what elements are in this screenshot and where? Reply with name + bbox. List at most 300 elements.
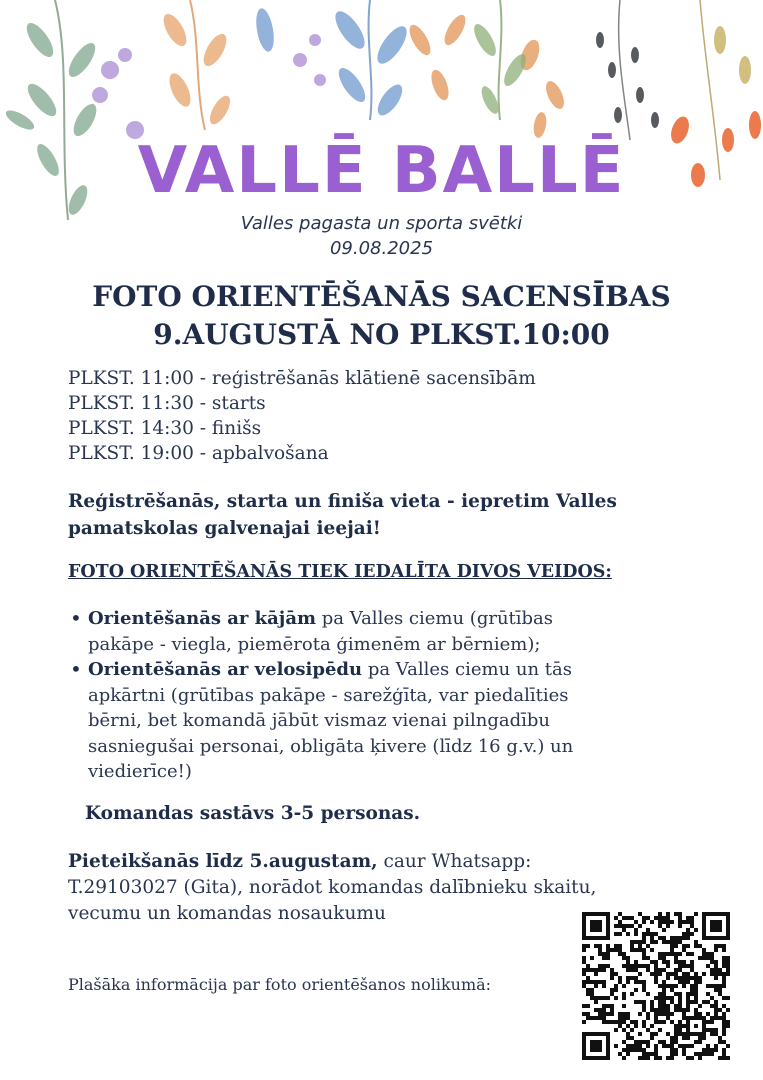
qr-module — [626, 1036, 630, 1040]
qr-module — [722, 1028, 726, 1032]
qr-module — [662, 988, 666, 992]
qr-module — [690, 964, 694, 968]
qr-module — [642, 956, 646, 960]
qr-align — [694, 1024, 698, 1028]
qr-module — [670, 952, 674, 956]
qr-module — [686, 996, 690, 1000]
qr-module — [662, 936, 666, 940]
qr-module — [618, 1012, 622, 1016]
qr-module — [682, 936, 686, 940]
qr-module — [674, 956, 678, 960]
qr-module — [666, 972, 670, 976]
qr-module — [594, 1016, 598, 1020]
qr-module — [622, 1048, 626, 1052]
item-text: viedierīce!) — [88, 761, 192, 782]
qr-module — [658, 912, 662, 916]
qr-module — [726, 964, 730, 968]
qr-module — [646, 1056, 650, 1060]
qr-module — [726, 1024, 730, 1028]
qr-module — [642, 932, 646, 936]
qr-module — [666, 976, 670, 980]
qr-module — [594, 1008, 598, 1012]
qr-module — [698, 956, 702, 960]
qr-code[interactable] — [582, 912, 730, 1060]
qr-module — [674, 976, 678, 980]
qr-module — [582, 1012, 586, 1016]
qr-module — [678, 1032, 682, 1036]
qr-module — [678, 968, 682, 972]
qr-module — [650, 960, 654, 964]
schedule-item: PLKST. 11:00 - reģistrēšanās klātienē sacensībām — [68, 368, 536, 389]
qr-module — [590, 968, 594, 972]
location-line: Reģistrēšanās, starta un finiša vieta - iepretim Valles — [68, 491, 617, 512]
qr-module — [710, 1032, 714, 1036]
qr-module — [710, 1048, 714, 1052]
qr-module — [670, 940, 674, 944]
qr-module — [670, 1040, 674, 1044]
qr-module — [626, 960, 630, 964]
qr-module — [690, 976, 694, 980]
qr-module — [714, 1048, 718, 1052]
qr-module — [618, 980, 622, 984]
qr-module — [638, 1040, 642, 1044]
qr-module — [646, 1052, 650, 1056]
qr-module — [690, 920, 694, 924]
qr-module — [674, 944, 678, 948]
qr-module — [642, 1004, 646, 1008]
types-heading: FOTO ORIENTĒŠANĀS TIEK IEDALĪTA DIVOS VEIDOS: — [68, 562, 612, 582]
qr-module — [582, 948, 586, 952]
qr-module — [666, 1008, 670, 1012]
qr-module — [706, 1044, 710, 1048]
qr-module — [586, 976, 590, 980]
qr-module — [674, 1040, 678, 1044]
qr-module — [610, 948, 614, 952]
qr-module — [714, 968, 718, 972]
qr-module — [646, 1012, 650, 1016]
qr-module — [650, 1004, 654, 1008]
qr-module — [658, 1056, 662, 1060]
qr-module — [666, 984, 670, 988]
qr-finder — [590, 1040, 602, 1052]
qr-module — [642, 1020, 646, 1024]
qr-module — [626, 1016, 630, 1020]
qr-module — [606, 996, 610, 1000]
qr-module — [598, 996, 602, 1000]
qr-module — [658, 952, 662, 956]
location-note — [68, 488, 708, 542]
qr-module — [706, 1028, 710, 1032]
qr-module — [582, 972, 586, 976]
qr-module — [618, 952, 622, 956]
qr-module — [678, 976, 682, 980]
qr-module — [594, 944, 598, 948]
item-title: Orientēšanās ar kājām — [88, 608, 317, 629]
location-line: pamatskolas galvenajai ieejai! — [68, 518, 381, 539]
qr-module — [682, 960, 686, 964]
qr-module — [722, 1032, 726, 1036]
qr-module — [694, 980, 698, 984]
qr-module — [654, 1012, 658, 1016]
qr-module — [666, 1032, 670, 1036]
qr-finder — [590, 920, 602, 932]
qr-module — [678, 1020, 682, 1024]
qr-module — [638, 1048, 642, 1052]
item-text: pa Valles ciemu (grūtības — [316, 608, 554, 629]
qr-module — [714, 1004, 718, 1008]
qr-module — [686, 980, 690, 984]
qr-module — [654, 980, 658, 984]
qr-module — [682, 932, 686, 936]
qr-module — [658, 968, 662, 972]
qr-module — [714, 964, 718, 968]
qr-module — [694, 944, 698, 948]
qr-module — [650, 932, 654, 936]
qr-module — [626, 1032, 630, 1036]
qr-module — [594, 1000, 598, 1004]
qr-module — [662, 956, 666, 960]
qr-module — [586, 968, 590, 972]
qr-module — [694, 1012, 698, 1016]
qr-module — [642, 1048, 646, 1052]
qr-module — [722, 956, 726, 960]
qr-module — [706, 1020, 710, 1024]
qr-module — [666, 916, 670, 920]
qr-module — [714, 1016, 718, 1020]
qr-module — [666, 1044, 670, 1048]
qr-module — [714, 1032, 718, 1036]
qr-module — [638, 940, 642, 944]
qr-module — [654, 1044, 658, 1048]
qr-module — [714, 988, 718, 992]
qr-module — [710, 956, 714, 960]
qr-module — [658, 1040, 662, 1044]
item-text: sasniegušai personai, obligāta ķivere (līdz 16 g.v.) un — [88, 735, 574, 757]
qr-module — [662, 920, 666, 924]
qr-module — [634, 988, 638, 992]
qr-module — [622, 928, 626, 932]
qr-module — [622, 1012, 626, 1016]
qr-module — [710, 996, 714, 1000]
qr-module — [718, 984, 722, 988]
qr-module — [622, 1020, 626, 1024]
qr-module — [658, 920, 662, 924]
qr-module — [694, 996, 698, 1000]
qr-module — [650, 1032, 654, 1036]
apply-text: vecumu un komandas nosaukumu — [68, 903, 386, 924]
qr-module — [642, 1056, 646, 1060]
qr-module — [646, 944, 650, 948]
qr-module — [690, 1056, 694, 1060]
qr-module — [678, 936, 682, 940]
qr-module — [722, 976, 726, 980]
item-text: pa Valles ciemu un tās — [362, 659, 572, 680]
qr-module — [634, 1048, 638, 1052]
qr-module — [726, 1020, 730, 1024]
qr-module — [670, 1048, 674, 1052]
qr-module — [726, 1044, 730, 1048]
qr-module — [698, 944, 702, 948]
qr-module — [694, 1052, 698, 1056]
qr-module — [710, 1004, 714, 1008]
qr-module — [658, 1012, 662, 1016]
qr-module — [658, 916, 662, 920]
qr-module — [714, 944, 718, 948]
qr-module — [654, 968, 658, 972]
qr-module — [654, 1020, 658, 1024]
qr-module — [658, 996, 662, 1000]
qr-module — [654, 1032, 658, 1036]
qr-module — [686, 1036, 690, 1040]
schedule-list — [68, 366, 536, 466]
qr-module — [670, 1020, 674, 1024]
qr-module — [602, 984, 606, 988]
qr-module — [654, 1052, 658, 1056]
qr-module — [642, 988, 646, 992]
qr-module — [706, 1052, 710, 1056]
qr-module — [702, 1036, 706, 1040]
qr-module — [686, 972, 690, 976]
qr-module — [626, 1048, 630, 1052]
qr-module — [666, 1016, 670, 1020]
qr-module — [674, 952, 678, 956]
qr-module — [670, 1012, 674, 1016]
qr-module — [618, 944, 622, 948]
qr-module — [658, 984, 662, 988]
qr-module — [654, 940, 658, 944]
qr-module — [646, 928, 650, 932]
qr-module — [662, 1020, 666, 1024]
qr-module — [690, 1000, 694, 1004]
qr-module — [626, 916, 630, 920]
qr-module — [722, 1020, 726, 1024]
qr-module — [670, 988, 674, 992]
qr-module — [650, 972, 654, 976]
qr-module — [642, 1024, 646, 1028]
qr-module — [710, 1052, 714, 1056]
qr-module — [690, 968, 694, 972]
qr-module — [670, 920, 674, 924]
apply-text: T.29103027 (Gita), norādot komandas dalībnieku skaitu, — [68, 877, 597, 898]
qr-module — [678, 1004, 682, 1008]
qr-module — [634, 1020, 638, 1024]
qr-module — [698, 1040, 702, 1044]
qr-module — [626, 1044, 630, 1048]
qr-module — [594, 980, 598, 984]
qr-module — [654, 972, 658, 976]
qr-module — [718, 1008, 722, 1012]
qr-module — [670, 996, 674, 1000]
qr-module — [602, 956, 606, 960]
qr-module — [682, 976, 686, 980]
qr-module — [602, 968, 606, 972]
qr-module — [682, 972, 686, 976]
qr-module — [722, 948, 726, 952]
qr-module — [694, 992, 698, 996]
qr-module — [710, 1028, 714, 1032]
qr-module — [650, 1052, 654, 1056]
qr-module — [618, 1052, 622, 1056]
qr-module — [666, 1004, 670, 1008]
qr-module — [642, 1040, 646, 1044]
qr-module — [614, 996, 618, 1000]
qr-module — [690, 916, 694, 920]
qr-module — [610, 972, 614, 976]
qr-module — [646, 1040, 650, 1044]
qr-module — [582, 1020, 586, 1024]
qr-module — [582, 944, 586, 948]
qr-module — [654, 964, 658, 968]
seed-branch-dark — [596, 0, 659, 140]
qr-module — [706, 992, 710, 996]
qr-module — [714, 976, 718, 980]
qr-module — [694, 912, 698, 916]
qr-module — [722, 1012, 726, 1016]
qr-module — [654, 1016, 658, 1020]
qr-module — [678, 980, 682, 984]
qr-module — [622, 916, 626, 920]
qr-module — [618, 932, 622, 936]
qr-module — [618, 1020, 622, 1024]
qr-module — [614, 972, 618, 976]
qr-module — [718, 1056, 722, 1060]
qr-module — [702, 956, 706, 960]
qr-module — [678, 1044, 682, 1048]
qr-module — [682, 980, 686, 984]
qr-module — [674, 912, 678, 916]
qr-module — [650, 920, 654, 924]
qr-module — [622, 1056, 626, 1060]
team-size-note: Komandas sastāvs 3-5 personas. — [85, 803, 421, 824]
qr-module — [586, 992, 590, 996]
qr-module — [622, 1016, 626, 1020]
qr-module — [662, 1012, 666, 1016]
qr-module — [642, 920, 646, 924]
qr-module — [614, 1028, 618, 1032]
qr-module — [582, 968, 586, 972]
qr-module — [630, 948, 634, 952]
qr-module — [682, 1008, 686, 1012]
qr-module — [634, 1000, 638, 1004]
qr-module — [718, 944, 722, 948]
qr-module — [618, 1024, 622, 1028]
qr-module — [658, 936, 662, 940]
qr-module — [622, 964, 626, 968]
qr-module — [610, 976, 614, 980]
qr-module — [722, 1052, 726, 1056]
qr-module — [654, 1056, 658, 1060]
qr-module — [714, 1000, 718, 1004]
qr-module — [666, 1056, 670, 1060]
item-text: pakāpe - viegla, piemērota ģimenēm ar bērniem); — [88, 633, 541, 655]
item-text: apkārtni (grūtības pakāpe - sarežģīta, var piedalīties — [88, 684, 569, 706]
qr-module — [650, 1036, 654, 1040]
qr-module — [622, 992, 626, 996]
qr-module — [638, 912, 642, 916]
qr-module — [594, 968, 598, 972]
qr-module — [638, 964, 642, 968]
qr-module — [650, 1000, 654, 1004]
qr-module — [694, 1008, 698, 1012]
qr-module — [654, 1048, 658, 1052]
item-text: bērni, bet komandā jābūt vismaz vienai pilngadību — [88, 710, 551, 731]
qr-module — [686, 916, 690, 920]
qr-module — [678, 960, 682, 964]
qr-module — [678, 1028, 682, 1032]
qr-module — [630, 1036, 634, 1040]
qr-module — [674, 960, 678, 964]
qr-module — [682, 1048, 686, 1052]
apply-deadline: Pieteikšanās līdz 5.augustam, — [68, 851, 378, 872]
qr-module — [686, 928, 690, 932]
qr-module — [606, 948, 610, 952]
qr-module — [662, 984, 666, 988]
qr-module — [702, 952, 706, 956]
qr-module — [586, 1016, 590, 1020]
qr-module — [662, 1004, 666, 1008]
qr-module — [606, 944, 610, 948]
more-info-text: Plašāka informācija par foto orientēšanos nolikumā: — [68, 975, 492, 994]
qr-module — [642, 1000, 646, 1004]
qr-module — [642, 916, 646, 920]
qr-module — [602, 1008, 606, 1012]
qr-module — [690, 960, 694, 964]
qr-module — [722, 984, 726, 988]
qr-module — [590, 980, 594, 984]
qr-module — [598, 952, 602, 956]
qr-module — [666, 912, 670, 916]
qr-module — [718, 968, 722, 972]
qr-module — [622, 956, 626, 960]
qr-module — [590, 992, 594, 996]
qr-module — [598, 980, 602, 984]
event-subtitle: Valles pagasta un sporta svētki — [240, 213, 523, 234]
qr-module — [662, 980, 666, 984]
qr-module — [606, 1020, 610, 1024]
schedule-item: PLKST. 19:00 - apbalvošana — [68, 443, 329, 464]
qr-module — [686, 944, 690, 948]
qr-module — [630, 968, 634, 972]
qr-module — [714, 1044, 718, 1048]
qr-module — [670, 936, 674, 940]
qr-module — [646, 1016, 650, 1020]
qr-module — [610, 1012, 614, 1016]
apply-text: caur Whatsapp: — [377, 851, 532, 872]
qr-module — [650, 1024, 654, 1028]
qr-module — [646, 1028, 650, 1032]
list-item-cycling — [68, 657, 668, 785]
qr-module — [614, 1020, 618, 1024]
qr-module — [678, 964, 682, 968]
leaf-branch-orange — [159, 0, 234, 130]
qr-module — [678, 912, 682, 916]
qr-module — [630, 1020, 634, 1024]
qr-module — [642, 940, 646, 944]
qr-module — [690, 984, 694, 988]
qr-module — [662, 916, 666, 920]
list-item-walking — [68, 606, 668, 657]
schedule-item: PLKST. 14:30 - finišs — [68, 418, 262, 439]
qr-module — [626, 924, 630, 928]
leaf-branch-green-right — [470, 0, 530, 120]
qr-module — [662, 1008, 666, 1012]
qr-module — [674, 972, 678, 976]
qr-module — [686, 976, 690, 980]
qr-module — [602, 1020, 606, 1024]
qr-module — [666, 1012, 670, 1016]
qr-module — [626, 932, 630, 936]
qr-module — [678, 940, 682, 944]
